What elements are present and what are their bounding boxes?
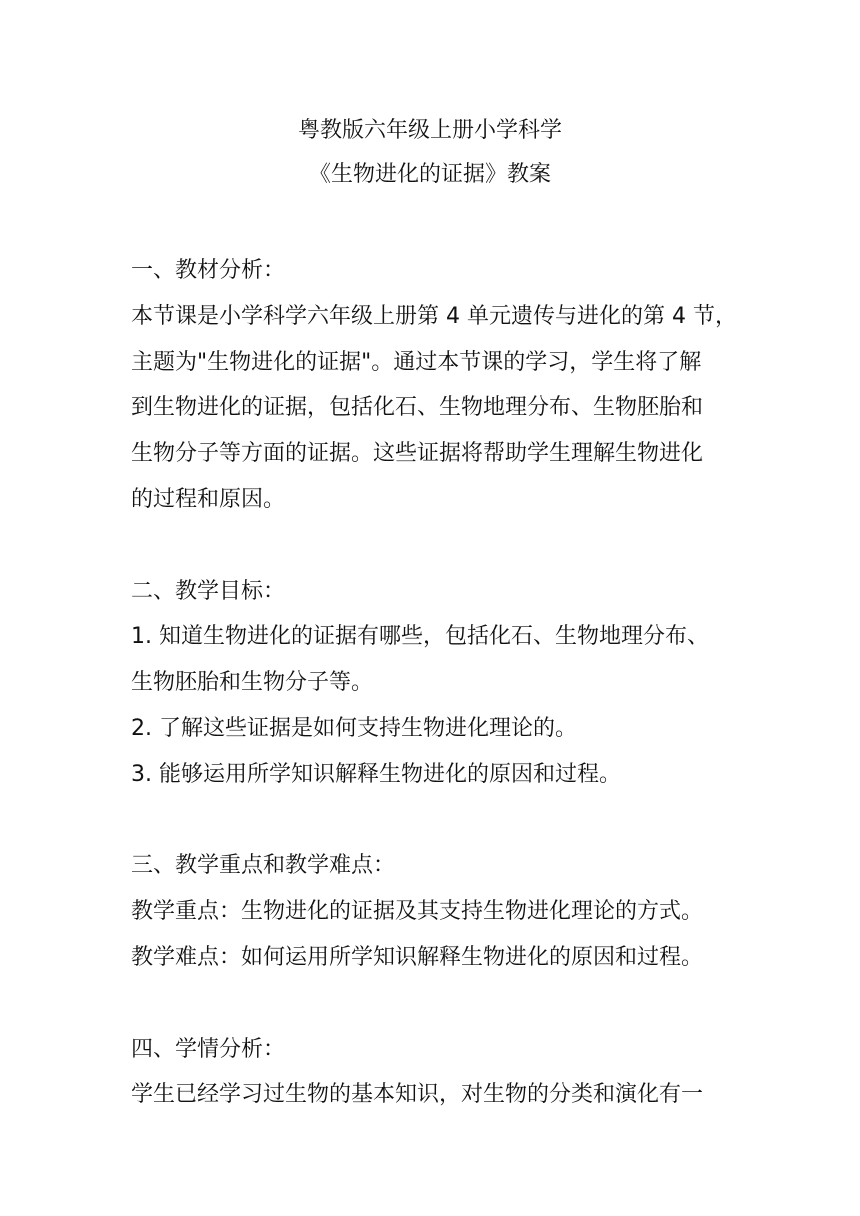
section-teaching-goals [131,569,751,798]
paragraph-line: 教学重点：生物进化的证据及其支持生物进化理论的方式。 [131,899,704,925]
document-body [131,248,751,1118]
section-heading: 三、教学重点和教学难点： [131,853,396,879]
section-key-and-difficult-points [131,843,751,980]
paragraph-line: 生物分子等方面的证据。这些证据将帮助学生理解生物进化 [131,441,704,467]
section-heading: 一、教材分析： [131,258,286,283]
section-heading: 二、教学目标： [131,578,286,604]
paragraph-line: 到生物进化的证据，包括化石、生物地理分布、生物胚胎和 [131,395,704,421]
section-student-analysis [131,1027,751,1119]
blank-line [131,981,751,1027]
paragraph-line: 学生已经学习过生物的基本知识，对生物的分类和演化有一 [131,1082,704,1108]
section-heading: 四、学情分析： [131,1036,286,1062]
list-item: 1. 知道生物进化的证据有哪些，包括化石、生物地理分布、 [131,624,709,650]
blank-line [131,523,751,569]
paragraph-line: 主题为"生物进化的证据"。通过本节课的学习，学生将了解 [131,349,702,375]
list-item: 3. 能够运用所学知识解释生物进化的原因和过程。 [131,761,621,787]
paragraph-line: 的过程和原因。 [131,486,286,512]
list-item-continuation: 生物胚胎和生物分子等。 [131,670,374,696]
document-subtitle: 《生物进化的证据》教案 [308,162,551,187]
paragraph-line: 本节课是小学科学六年级上册第 4 单元遗传与进化的第 4 节， [131,303,737,329]
document-title: 粤教版六年级上册小学科学 [297,118,562,143]
blank-line [131,798,751,844]
paragraph-line: 教学难点：如何运用所学知识解释生物进化的原因和过程。 [131,944,704,970]
list-item: 2. 了解这些证据是如何支持生物进化理论的。 [131,715,577,741]
section-textbook-analysis [131,248,751,523]
